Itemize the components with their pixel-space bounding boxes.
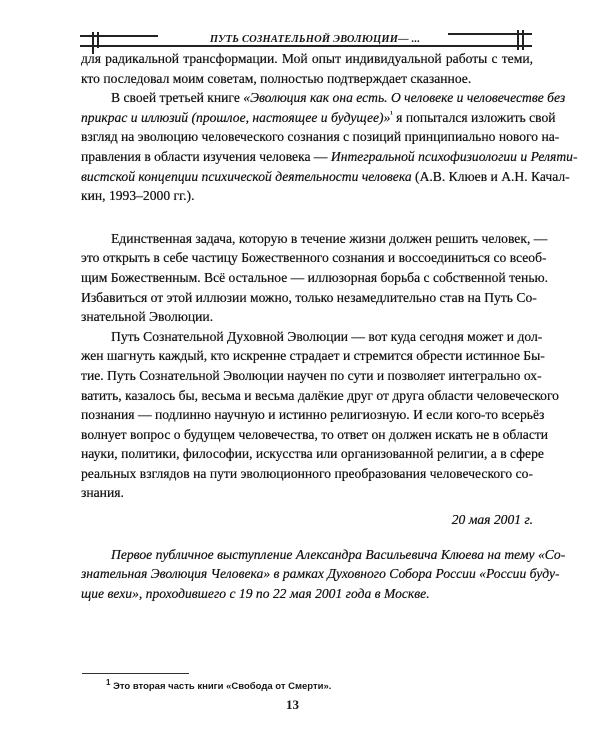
text-segment: реальных взглядов на пути эволюционного преобразования человеческого со- — [81, 465, 533, 481]
text-line — [81, 69, 533, 89]
paragraph — [81, 229, 549, 327]
page-number: 13 — [286, 697, 299, 712]
page-body — [81, 49, 578, 603]
text-line — [81, 346, 545, 366]
text-segment: щим Божественным. Всё остальное — иллюзорная борьба с собственной тенью. — [81, 269, 549, 285]
text-segment: знания. — [81, 485, 124, 501]
text-line — [81, 386, 559, 406]
header-ornament-right — [448, 33, 532, 35]
header-rule — [80, 45, 532, 47]
text-line: Первое публичное выступление Александра Васильевича Клюева на тему «Со- — [111, 546, 566, 562]
text-segment: тие. Путь Сознательной Эволюции научен по сути и позволяет интегрально ох- — [81, 367, 542, 383]
text-segment: правления в области изучения человека — — [81, 148, 331, 164]
speech-note — [81, 545, 566, 604]
text-segment: В своей третьей книге — [111, 90, 244, 106]
text-line — [81, 229, 548, 249]
text-segment: (А.В. Клюев и А.Н. Качал- — [411, 168, 570, 184]
text-segment: Единственная задача, которую в течение жизни должен решить человек, — — [111, 230, 548, 246]
paragraph — [81, 327, 559, 503]
text-segment: кин, 1993–2000 гг.). — [81, 188, 195, 204]
header-ornament-right — [522, 30, 524, 50]
text-line — [81, 366, 542, 386]
text-segment: кто последовал моим советам, полностью подтверждает сказанное. — [81, 70, 472, 86]
text-line — [81, 248, 547, 268]
text-line — [81, 464, 533, 484]
text-segment: волнует вопрос о будущем человечества, то ответ он должен искать не в области — [81, 426, 549, 442]
footnote-text: Это вторая часть книги «Свобода от Смерти». — [110, 681, 332, 692]
text-segment: «Эволюция как она есть. О человеке и человечестве без — [243, 90, 566, 106]
text-segment: жен шагнуть каждый, кто искренне страдает и стремится обрести истинное Бы- — [81, 348, 545, 364]
text-line — [81, 49, 533, 69]
text-segment: Интегральной психофизиологии и Реляти- — [330, 148, 578, 164]
text-line — [81, 167, 570, 187]
text-line — [81, 288, 537, 308]
footnote-rule — [82, 673, 189, 674]
text-line: щие вехи», проходившего с 19 по 22 мая 2001 года в Москве. — [81, 585, 430, 601]
date: 20 мая 2001 г. — [451, 512, 533, 528]
text-line — [81, 425, 549, 445]
footnote-mark: 1 — [106, 677, 111, 687]
text-segment: вистской концепции психической деятельности человека — [81, 168, 412, 184]
text-line — [81, 268, 549, 288]
text-line — [81, 147, 578, 167]
text-segment: взгляд на эволюцию человеческого сознания с позиций принципиально нового на- — [81, 129, 560, 145]
text-segment: я попытался изложить свой — [392, 109, 556, 125]
text-line — [81, 405, 545, 425]
text-line: знательная Эволюция Человека» в рамках Духовного Собора России «России буду- — [81, 566, 560, 582]
text-line — [81, 186, 533, 206]
text-segment: Путь Сознательной Духовной Эволюции — вот куда сегодня может и дол- — [111, 328, 543, 344]
text-line — [81, 327, 543, 347]
paragraph — [81, 88, 578, 206]
text-line — [81, 127, 560, 147]
footnote-reference: ¹ — [390, 109, 393, 119]
paragraph — [81, 49, 533, 88]
footnote — [106, 677, 332, 692]
text-line — [81, 444, 544, 464]
text-segment: это открыть в себе частицу Божественного сознания и воссоединиться со всеоб- — [81, 250, 547, 266]
text-segment: науки, политики, философии, искусства или организованной религии, а в сфере — [81, 446, 544, 462]
text-line — [81, 483, 533, 503]
running-title: ПУТЬ СОЗНАТЕЛЬНОЙ ЭВОЛЮЦИИ— ... — [190, 34, 440, 45]
text-line — [81, 88, 566, 108]
text-line — [81, 307, 533, 327]
text-segment: для радикальной трансформации. Мой опыт индивидуальной работы с теми, — [81, 51, 533, 66]
header-ornament-right — [517, 30, 519, 50]
text-segment: Избавиться от этой иллюзии можно, только незамедлительно став на Путь Со- — [81, 289, 537, 305]
text-segment: прикрас и иллюзий (прошлое, настоящее и будущее)» — [81, 109, 391, 125]
text-segment: знательной Эволюции. — [81, 309, 214, 325]
text-segment: познания — подлинно научную и истинно религиозную. И если кого-то всерьёз — [81, 407, 545, 423]
text-line — [81, 108, 556, 128]
header-ornament-left — [97, 32, 99, 48]
text-segment: ватить, казалось бы, весьма и весьма далёкие друг от друга области человеческого — [81, 387, 559, 403]
